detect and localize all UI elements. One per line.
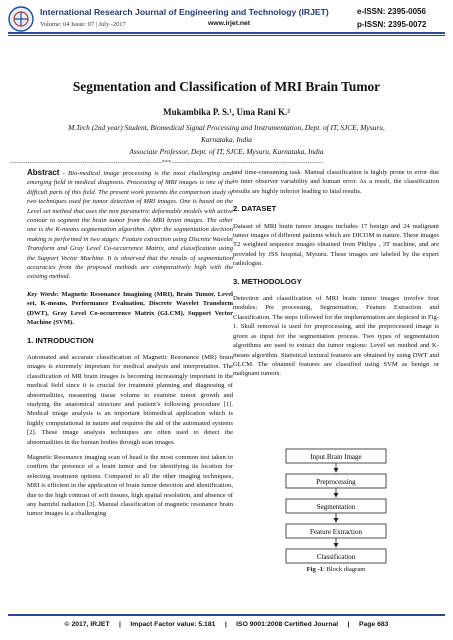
volume-issue: Volume: 04 Issue: 07 | July -2017 <box>40 21 126 28</box>
page-footer: © 2017, IRJET | Impact Factor value: 5.181 | ISO 9001:2008 Certified Journal | Page 683 <box>64 621 389 628</box>
keywords-label: Key Words <box>27 290 57 298</box>
journal-name: International Research Journal of Engineering and Technology (IRJET) <box>40 7 329 17</box>
figure-caption-text: : Block diagram <box>322 566 366 573</box>
affiliation-line-3: Associate Professor, Dept. of IT, SJCE, Mysuru, Karnataka, India <box>129 147 324 156</box>
introduction-continuation: and time-consuming task. Manual classification is highly prone to error due to inter observer variability and human error. As a result, the classification results are highly inferior leading to fatal results. <box>233 169 439 195</box>
header-rule-thin <box>8 35 445 36</box>
keywords-text: : Magnetic Resonance Imagining (MRI), Brain Tumor, Level set, K-means, Performance Evaluation, Discrete Wavelet Transform (DWT), Gray Level Co-occurrence Matrix (GLCM), Support Vector Machine (SVM). <box>27 290 233 327</box>
flow-step-segmentation <box>286 499 386 513</box>
abstract-label: Abstract <box>27 168 60 177</box>
flow-step-label: Feature Extraction <box>310 528 362 536</box>
right-column <box>233 168 439 385</box>
footer-rule <box>8 614 445 616</box>
e-issn: e-ISSN: 2395-0056 <box>357 7 426 16</box>
figure-caption <box>233 566 439 573</box>
section-heading-methodology: 3. METHODOLOGY <box>233 276 302 286</box>
p-issn: p-ISSN: 2395-0072 <box>357 20 427 29</box>
dataset-paragraph: Dataset of MRI brain tumor images includes 17 benign and 24 malignant tumor images of different patients which are DICOM in nature. These images T2 weighted sequence images obtained from Philips , 3T machine, and are provided by JSS hospital, Mysuru. These images are labeled by the expert radiologist. <box>233 222 439 268</box>
introduction-paragraph-2: Magnetic Resonance imaging scan of head is the most common test taken to confirm the presence of a brain tumor and for identifying its location for selecting treatment options. Compared to all the other imaging techniques, MRI is efficient in the application of brain tumor detection and identification, due to the high contrast of soft tissues, high spatial resolution, and absence of any harmful radiation [3]. Manual classification of magnetic resonance brain tumor images is a challenging <box>27 453 233 518</box>
paper-title: Segmentation and Classification of MRI Brain Tumor <box>72 79 381 94</box>
section-heading-introduction: 1. INTRODUCTION <box>27 335 94 345</box>
header-rule <box>8 32 445 34</box>
flow-step-label: Classification <box>316 553 356 561</box>
affiliation-line-2: Karnataka, India <box>201 135 252 144</box>
separator-line: ---------------------------------------------------------------------***--------------------------------------------------------------------- <box>10 160 323 166</box>
figure-caption-label: Fig -1 <box>306 566 323 573</box>
block-diagram <box>233 448 439 566</box>
flow-step-label: Input Brain Image <box>310 453 362 461</box>
introduction-paragraph-1: Automated and accurate classification of Magnetic Resonance (MR) brain images is extremely important for medical analysis and interpretation. The classification of MR brain images is becoming increasingly important in the medical field since it is crucial for treatment planning and diagnosing of abnormalities, measuring tissue volume to examine tumor growth and studying the anatomical structure and patient’s following procedure [1]. Medical image analysis is an important biomedical application which is highly computational in nature and requires the aid of the automated systems [2]. These image analysis techniques are often used to detect the abnormalities in the human bodies through scan images. <box>27 353 233 446</box>
journal-website-link[interactable]: www.irjet.net <box>208 20 251 27</box>
abstract-text: - Bio-medical image processing is the most challenging and emerging field in medical diagnosis. Processing of MRI images is one of the difficult parts of this field. The present work presents the comparison study of two techniques used for tumor detection of MRI images. One is based on the Level set method that uses the non parametric deformable models with active contour to segment the brain tumor from the MRI brain images. The other one is the K-means segmentation algorithm. After the segmentation decision making is performed in two stages: Feature extraction using Discrete Wavelet Transform and Gray Level Co-occurrence Matrix, and classification using the Support Vector Machine. It is observed that the results of segmentation accuracies from the proposed methods are comparatively high with the existing method. <box>27 170 233 281</box>
affiliation-line-1: M.Tech (2nd year) Student, Biomedical Signal Processing and Instrumentation, Dept. of IT, SJCE, Mysuru, <box>68 123 385 132</box>
abstract <box>27 168 233 282</box>
left-column <box>27 168 233 525</box>
keywords <box>27 290 233 328</box>
flow-step-feature-extraction <box>286 524 386 538</box>
flow-step-label: Segmentation <box>316 503 356 511</box>
section-heading-dataset: 2. DATASET <box>233 204 277 214</box>
flow-step-classification <box>286 549 386 563</box>
flow-step-preprocessing <box>286 474 386 488</box>
methodology-paragraph: Detection and classification of MRI brain tumor images involve four modules: Pre processing, Segmentation, Feature Extraction and Classification. The steps followed for the implementation are depicted in Fig-1. Skull removal is used for preprocessing, and the preprocessed image is given as input for the segmentation process. Two types of segmentation algorithms are used to extract the tumor regions: Level set method and K-means algorithm. Statistical textural features are obtained by using DWT and GLCM. The obtained features are classified using SVM as benign or malignant tumors. <box>233 295 439 378</box>
authors: Mukambika P. S.¹, Uma Rani K.² <box>163 107 290 117</box>
irjet-logo <box>8 6 34 32</box>
flow-step-label: Preprocessing <box>316 478 356 486</box>
flow-step-input-brain-image <box>286 449 386 463</box>
